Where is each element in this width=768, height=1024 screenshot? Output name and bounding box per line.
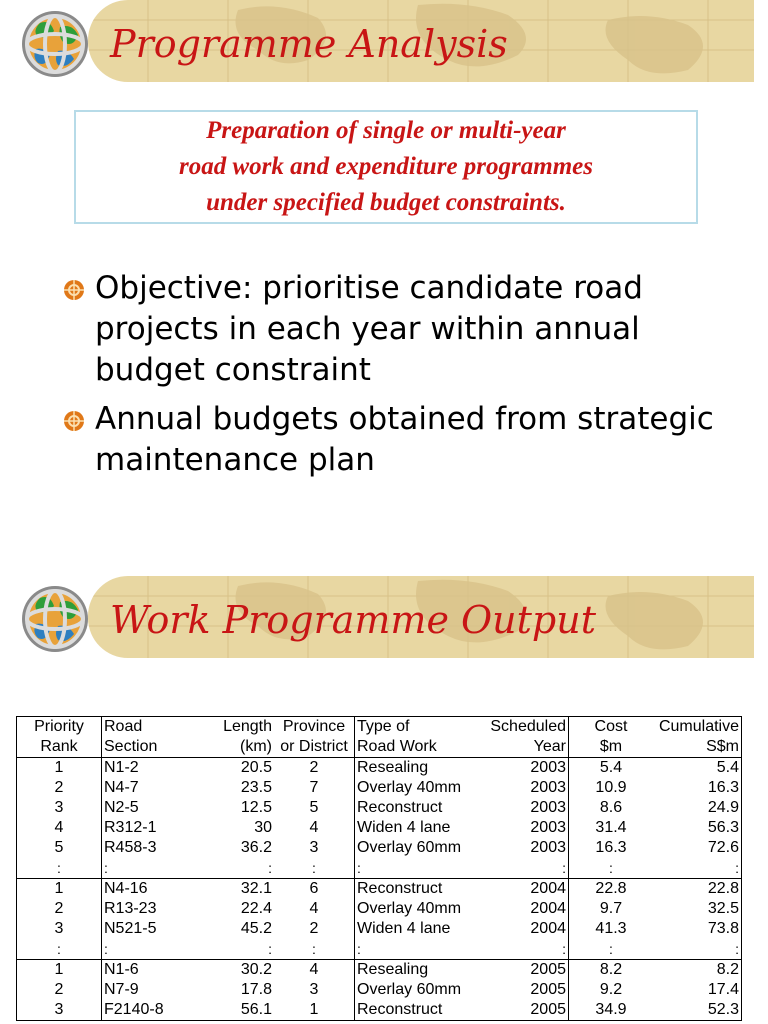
- cell-province: :: [274, 939, 355, 960]
- table-header-row: [17, 717, 742, 738]
- cell-cumulative: 56.3: [653, 818, 742, 838]
- cell-length: 30.2: [240, 961, 272, 978]
- cell-province: 4: [309, 819, 319, 836]
- cell-cumulative: 73.8: [653, 919, 742, 939]
- callout-line: Preparation of single or multi-year: [206, 117, 566, 144]
- cell-cost: :: [569, 939, 654, 960]
- bullet-item: [62, 399, 742, 481]
- cell-priority-rank: Priority: [17, 717, 102, 738]
- cell-cost: 5.4: [569, 758, 654, 779]
- table-header-row: [17, 737, 742, 758]
- cell-priority-rank: Rank: [17, 737, 102, 758]
- cell-length: :: [206, 858, 274, 879]
- table-row: [17, 899, 742, 919]
- cell-cumulative: 24.9: [653, 798, 742, 818]
- cell-length: 12.5: [240, 799, 272, 816]
- cell-cumulative: :: [653, 939, 742, 960]
- cell-cost: 10.9: [569, 778, 654, 798]
- cell-scheduled-year: :: [484, 858, 569, 879]
- table-row: [17, 1000, 742, 1021]
- cell-road-work-type: Reconstruct: [355, 879, 485, 900]
- cell-length: 45.2: [240, 920, 272, 937]
- cell-length: 22.4: [240, 900, 272, 917]
- cell-road-work-type: Reconstruct: [355, 1000, 485, 1021]
- cell-road-work-type: :: [355, 939, 485, 960]
- cell-road-section: Section: [102, 737, 207, 758]
- bullet-wheel-icon: [62, 409, 86, 433]
- bullet-text: Objective: prioritise candidate road projects in each year within annual budget constraint: [95, 270, 643, 388]
- cell-road-section: Road: [102, 717, 207, 738]
- table-row: [17, 778, 742, 798]
- cell-province: :: [274, 858, 355, 879]
- cell-scheduled-year: 2003: [530, 819, 566, 836]
- cell-cost: 41.3: [569, 919, 654, 939]
- bullet-wheel-icon: [62, 278, 86, 302]
- cell-province: Province: [274, 717, 355, 738]
- cell-cumulative: 32.5: [653, 899, 742, 919]
- cell-priority-rank: 1: [17, 758, 102, 779]
- cell-cumulative: 72.6: [653, 838, 742, 858]
- cell-scheduled-year: :: [484, 939, 569, 960]
- cell-cost: 31.4: [569, 818, 654, 838]
- cell-priority-rank: 5: [17, 838, 102, 858]
- page-title: Programme Analysis: [110, 22, 508, 66]
- cell-cumulative: Cumulative: [653, 717, 742, 738]
- cell-cumulative: :: [653, 858, 742, 879]
- cell-road-section: N4-7: [102, 778, 207, 798]
- table-row: [17, 758, 742, 779]
- cell-scheduled-year: 2003: [530, 839, 566, 856]
- cell-road-work-type: Road Work: [355, 737, 485, 758]
- cell-priority-rank: 1: [17, 960, 102, 981]
- cell-cost: 9.7: [569, 899, 654, 919]
- cell-cumulative: 16.3: [653, 778, 742, 798]
- cell-scheduled-year: 2003: [530, 799, 566, 816]
- table-row: [17, 798, 742, 818]
- cell-length: 32.1: [240, 880, 272, 897]
- table-row: [17, 838, 742, 858]
- table-row: [17, 939, 742, 960]
- cell-scheduled-year: 2005: [484, 1000, 569, 1021]
- callout-box: [74, 110, 698, 224]
- table-row: [17, 858, 742, 879]
- cell-road-work-type: Resealing: [355, 758, 485, 779]
- cell-road-work-type: Overlay 60mm: [355, 838, 485, 858]
- cell-scheduled-year: 2005: [530, 961, 566, 978]
- cell-province: 6: [309, 880, 319, 897]
- cell-priority-rank: 2: [17, 980, 102, 1000]
- cell-cumulative: S$m: [653, 737, 742, 758]
- cell-scheduled-year: Year: [484, 737, 569, 758]
- table-row: [17, 980, 742, 1000]
- cell-length: (km): [206, 737, 274, 758]
- cell-province: 7: [309, 779, 319, 796]
- cell-road-section: N7-9: [102, 980, 207, 1000]
- cell-cost: $m: [569, 737, 654, 758]
- cell-cumulative: 8.2: [653, 960, 742, 981]
- cell-province: 3: [309, 839, 319, 856]
- cell-priority-rank: 1: [17, 879, 102, 900]
- cell-road-work-type: Widen 4 lane: [355, 818, 485, 838]
- cell-length: 20.5: [240, 759, 272, 776]
- table-row: [17, 818, 742, 838]
- cell-scheduled-year: 2004: [530, 900, 566, 917]
- cell-length: 30: [254, 819, 272, 836]
- cell-province: 1: [274, 1000, 355, 1021]
- cell-province: 4: [309, 900, 319, 917]
- cell-cost: 22.8: [569, 879, 654, 900]
- cell-road-work-type: Overlay 40mm: [355, 899, 485, 919]
- cell-priority-rank: 3: [17, 1000, 102, 1021]
- table-row: [17, 879, 742, 900]
- cell-priority-rank: 2: [17, 778, 102, 798]
- cell-road-work-type: Overlay 60mm: [355, 980, 485, 1000]
- cell-road-section: F2140-8: [102, 1000, 207, 1021]
- cell-province: 4: [309, 961, 319, 978]
- cell-road-section: N1-2: [102, 758, 207, 779]
- cell-road-work-type: Widen 4 lane: [355, 919, 485, 939]
- table-body: [17, 717, 742, 1021]
- cell-cost: 16.3: [569, 838, 654, 858]
- cell-road-section: R458-3: [102, 838, 207, 858]
- cell-length: Length: [206, 717, 274, 738]
- cell-scheduled-year: 2004: [530, 920, 566, 937]
- cell-priority-rank: 4: [17, 818, 102, 838]
- cell-priority-rank: :: [17, 858, 102, 879]
- table-row: [17, 960, 742, 981]
- cell-province: 2: [309, 920, 319, 937]
- bullet-text: Annual budgets obtained from strategic maintenance plan: [95, 401, 714, 478]
- cell-province: 2: [309, 759, 319, 776]
- cell-cumulative: 22.8: [653, 879, 742, 900]
- cell-scheduled-year: 2003: [530, 779, 566, 796]
- cell-road-section: N1-6: [102, 960, 207, 981]
- cell-length: 17.8: [240, 981, 272, 998]
- page-title: Work Programme Output: [110, 598, 596, 642]
- cell-scheduled-year: 2003: [530, 759, 566, 776]
- bullet-item: [62, 268, 742, 391]
- cell-road-work-type: Overlay 40mm: [355, 778, 485, 798]
- callout-line: road work and expenditure programmes: [179, 153, 593, 180]
- cell-road-work-type: Reconstruct: [355, 798, 485, 818]
- cell-length: :: [206, 939, 274, 960]
- cell-scheduled-year: 2004: [530, 880, 566, 897]
- cell-province: 5: [309, 799, 319, 816]
- cell-cumulative: 5.4: [653, 758, 742, 779]
- cell-road-section: N4-16: [102, 879, 207, 900]
- cell-road-work-type: :: [355, 858, 485, 879]
- cell-road-section: R13-23: [102, 899, 207, 919]
- callout-line: under specified budget constraints.: [206, 189, 566, 216]
- cell-priority-rank: 3: [17, 798, 102, 818]
- cell-cost: 34.9: [569, 1000, 654, 1021]
- cell-cost: 8.6: [569, 798, 654, 818]
- globe-icon: [20, 9, 90, 79]
- cell-cost: Cost: [569, 717, 654, 738]
- cell-length: 36.2: [240, 839, 272, 856]
- cell-cost: 9.2: [569, 980, 654, 1000]
- cell-priority-rank: :: [17, 939, 102, 960]
- cell-road-section: R312-1: [102, 818, 207, 838]
- cell-cost: :: [569, 858, 654, 879]
- cell-road-work-type: Resealing: [355, 960, 485, 981]
- cell-length: 56.1: [206, 1000, 274, 1021]
- cell-road-section: :: [102, 939, 207, 960]
- cell-length: 23.5: [240, 779, 272, 796]
- cell-road-section: N2-5: [102, 798, 207, 818]
- cell-priority-rank: 2: [17, 899, 102, 919]
- cell-cost: 8.2: [569, 960, 654, 981]
- table-row: [17, 919, 742, 939]
- globe-icon: [20, 584, 90, 654]
- cell-priority-rank: 3: [17, 919, 102, 939]
- cell-scheduled-year: 2005: [530, 981, 566, 998]
- cell-road-work-type: Type of: [355, 717, 485, 738]
- cell-cumulative: 17.4: [653, 980, 742, 1000]
- cell-province: or District: [274, 737, 355, 758]
- cell-cumulative: 52.3: [653, 1000, 742, 1021]
- cell-road-section: N521-5: [102, 919, 207, 939]
- cell-province: 3: [309, 981, 319, 998]
- cell-road-section: :: [102, 858, 207, 879]
- work-programme-table: [16, 716, 742, 1021]
- cell-scheduled-year: Scheduled: [484, 717, 569, 738]
